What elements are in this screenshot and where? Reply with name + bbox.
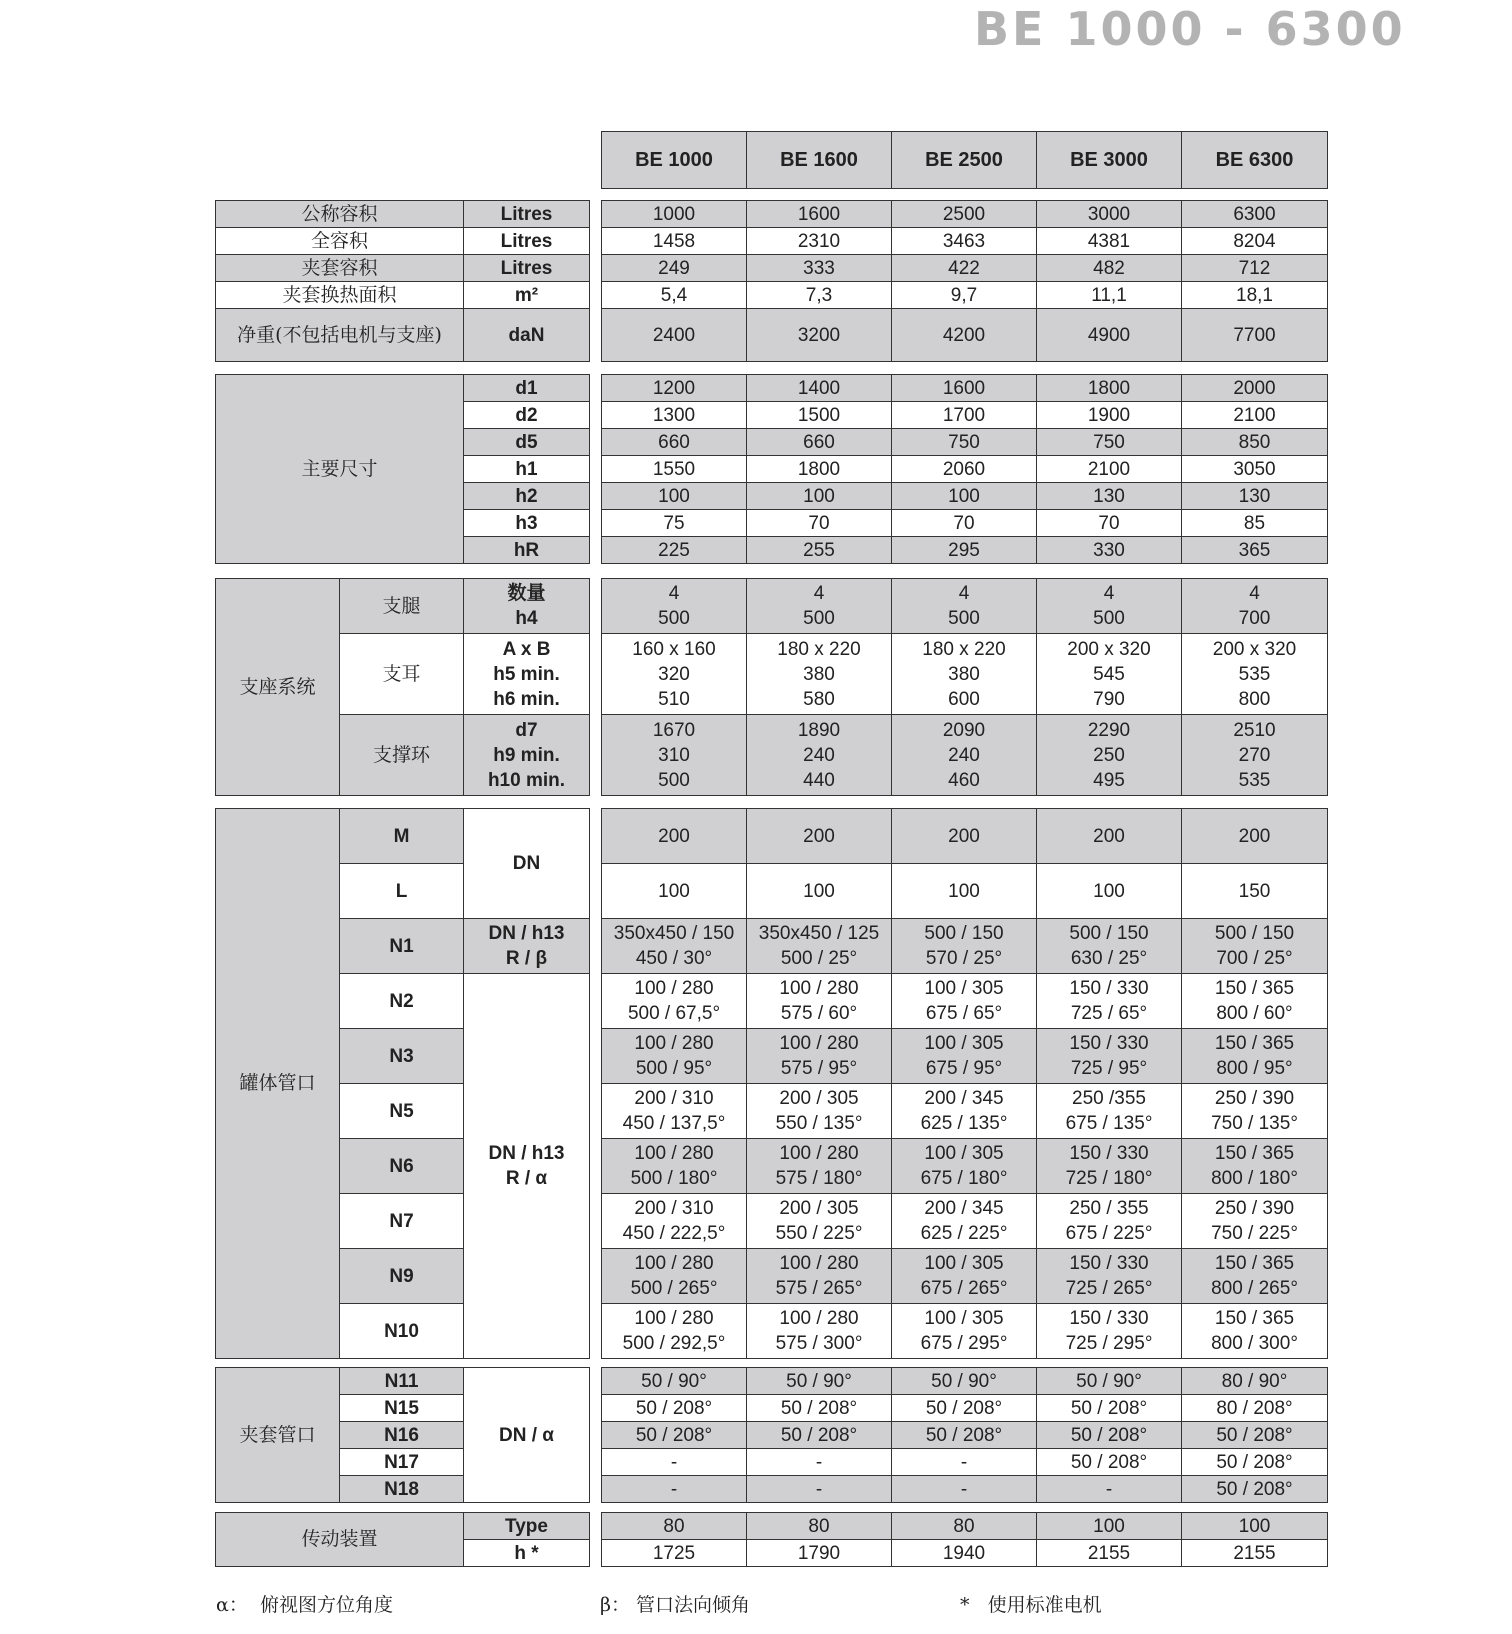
value-cell: 1000 bbox=[602, 201, 747, 228]
section-0-labels bbox=[215, 200, 590, 362]
value-cell: 365 bbox=[1182, 537, 1328, 564]
value-cell: 1500 bbox=[747, 402, 892, 429]
value-cell: 422 bbox=[892, 255, 1037, 282]
value-cell: 200 / 345 625 / 135° bbox=[892, 1084, 1037, 1139]
group-label: 传动装置 bbox=[216, 1513, 464, 1567]
unit-label: Type bbox=[464, 1513, 590, 1540]
unit-label: DN bbox=[464, 809, 590, 919]
sub-label: N3 bbox=[340, 1029, 464, 1084]
value-cell: 200 / 305 550 / 225° bbox=[747, 1194, 892, 1249]
value-cell: - bbox=[892, 1476, 1037, 1503]
value-cell: 2500 bbox=[892, 201, 1037, 228]
row-label: 净重(不包括电机与支座) bbox=[216, 309, 464, 362]
value-cell: 100 bbox=[747, 483, 892, 510]
sub-label: N17 bbox=[340, 1449, 464, 1476]
value-cell: 200 bbox=[747, 809, 892, 864]
sub-label: L bbox=[340, 864, 464, 919]
value-cell: 200 / 345 625 / 225° bbox=[892, 1194, 1037, 1249]
unit-label: Litres bbox=[464, 255, 590, 282]
value-cell: 130 bbox=[1037, 483, 1182, 510]
value-cell: 2100 bbox=[1182, 402, 1328, 429]
sub-label: N5 bbox=[340, 1084, 464, 1139]
value-cell: 150 / 330 725 / 65° bbox=[1037, 974, 1182, 1029]
value-cell: 100 / 305 675 / 295° bbox=[892, 1304, 1037, 1359]
unit-label: daN bbox=[464, 309, 590, 362]
value-cell: 500 / 150 570 / 25° bbox=[892, 919, 1037, 974]
value-cell: 80 / 90° bbox=[1182, 1368, 1328, 1395]
value-cell: 100 / 280 575 / 60° bbox=[747, 974, 892, 1029]
value-cell: 200 x 320 535 800 bbox=[1182, 634, 1328, 715]
value-cell: 150 / 330 725 / 180° bbox=[1037, 1139, 1182, 1194]
sub-label: M bbox=[340, 809, 464, 864]
value-cell: 250 / 390 750 / 135° bbox=[1182, 1084, 1328, 1139]
row-label: 夹套容积 bbox=[216, 255, 464, 282]
unit-label: Litres bbox=[464, 228, 590, 255]
value-cell: 350x450 / 125 500 / 25° bbox=[747, 919, 892, 974]
value-cell: 100 bbox=[892, 483, 1037, 510]
value-cell: 50 / 208° bbox=[602, 1395, 747, 1422]
value-cell: 100 / 305 675 / 65° bbox=[892, 974, 1037, 1029]
unit-label: h2 bbox=[464, 483, 590, 510]
value-cell: 3050 bbox=[1182, 456, 1328, 483]
value-cell: 150 / 330 725 / 295° bbox=[1037, 1304, 1182, 1359]
value-cell: 200 bbox=[1037, 809, 1182, 864]
value-cell: 80 bbox=[892, 1513, 1037, 1540]
value-cell: 2155 bbox=[1182, 1540, 1328, 1567]
value-cell: 4 500 bbox=[747, 579, 892, 634]
value-cell: 4381 bbox=[1037, 228, 1182, 255]
value-cell: 50 / 208° bbox=[1182, 1476, 1328, 1503]
value-cell: 350x450 / 150 450 / 30° bbox=[602, 919, 747, 974]
value-cell: 100 / 280 500 / 265° bbox=[602, 1249, 747, 1304]
section-3-labels bbox=[215, 808, 590, 1359]
value-cell: 50 / 208° bbox=[1182, 1449, 1328, 1476]
value-cell: 80 / 208° bbox=[1182, 1395, 1328, 1422]
value-cell: - bbox=[602, 1449, 747, 1476]
value-cell: 7,3 bbox=[747, 282, 892, 309]
value-cell: 100 / 280 575 / 180° bbox=[747, 1139, 892, 1194]
model-header-table bbox=[601, 131, 1328, 189]
value-cell: 200 / 310 450 / 137,5° bbox=[602, 1084, 747, 1139]
value-cell: 1600 bbox=[747, 201, 892, 228]
value-cell: 150 / 365 800 / 265° bbox=[1182, 1249, 1328, 1304]
value-cell: 50 / 90° bbox=[1037, 1368, 1182, 1395]
section-4-labels bbox=[215, 1367, 590, 1503]
value-cell: 8204 bbox=[1182, 228, 1328, 255]
value-cell: 100 bbox=[1182, 1513, 1328, 1540]
section-3-values bbox=[601, 808, 1328, 1359]
sub-label: N7 bbox=[340, 1194, 464, 1249]
footnote-symbol: α： bbox=[216, 1594, 248, 1616]
sub-label: N1 bbox=[340, 919, 464, 974]
section-2-labels bbox=[215, 578, 590, 796]
value-cell: 1670 310 500 bbox=[602, 715, 747, 796]
value-cell: 100 / 305 675 / 95° bbox=[892, 1029, 1037, 1084]
value-cell: - bbox=[892, 1449, 1037, 1476]
unit-label: d5 bbox=[464, 429, 590, 456]
value-cell: 9,7 bbox=[892, 282, 1037, 309]
unit-label: DN / α bbox=[464, 1368, 590, 1503]
sub-label: N11 bbox=[340, 1368, 464, 1395]
value-cell: 2510 270 535 bbox=[1182, 715, 1328, 796]
value-cell: 1800 bbox=[1037, 375, 1182, 402]
sub-label: N2 bbox=[340, 974, 464, 1029]
value-cell: 1725 bbox=[602, 1540, 747, 1567]
model-header: BE 1000 bbox=[602, 132, 747, 189]
value-cell: 482 bbox=[1037, 255, 1182, 282]
page-title: BE 1000 - 6300 bbox=[974, 2, 1406, 56]
sub-label: N10 bbox=[340, 1304, 464, 1359]
value-cell: 200 bbox=[892, 809, 1037, 864]
value-cell: 50 / 208° bbox=[1037, 1395, 1182, 1422]
value-cell: 1550 bbox=[602, 456, 747, 483]
group-label: 罐体管口 bbox=[216, 809, 340, 1359]
row-label: 全容积 bbox=[216, 228, 464, 255]
value-cell: 100 bbox=[747, 864, 892, 919]
value-cell: 160 x 160 320 510 bbox=[602, 634, 747, 715]
value-cell: 150 bbox=[1182, 864, 1328, 919]
value-cell: 2100 bbox=[1037, 456, 1182, 483]
value-cell: 100 / 280 575 / 95° bbox=[747, 1029, 892, 1084]
value-cell: 100 / 280 500 / 180° bbox=[602, 1139, 747, 1194]
sub-label: N18 bbox=[340, 1476, 464, 1503]
unit-label: hR bbox=[464, 537, 590, 564]
value-cell: 500 / 150 700 / 25° bbox=[1182, 919, 1328, 974]
value-cell: 50 / 208° bbox=[1182, 1422, 1328, 1449]
footnote-star bbox=[960, 1590, 1102, 1617]
value-cell: 200 bbox=[1182, 809, 1328, 864]
value-cell: 150 / 365 800 / 180° bbox=[1182, 1139, 1328, 1194]
value-cell: 100 bbox=[602, 483, 747, 510]
value-cell: 1600 bbox=[892, 375, 1037, 402]
value-cell: 18,1 bbox=[1182, 282, 1328, 309]
value-cell: 750 bbox=[1037, 429, 1182, 456]
value-cell: 50 / 208° bbox=[602, 1422, 747, 1449]
value-cell: 150 / 365 800 / 60° bbox=[1182, 974, 1328, 1029]
value-cell: 100 bbox=[1037, 1513, 1182, 1540]
value-cell: 50 / 90° bbox=[602, 1368, 747, 1395]
value-cell: 3000 bbox=[1037, 201, 1182, 228]
value-cell: 150 / 365 800 / 300° bbox=[1182, 1304, 1328, 1359]
value-cell: 70 bbox=[1037, 510, 1182, 537]
footnote-beta bbox=[600, 1590, 750, 1617]
value-cell: 50 / 208° bbox=[1037, 1422, 1182, 1449]
value-cell: 2400 bbox=[602, 309, 747, 362]
value-cell: 85 bbox=[1182, 510, 1328, 537]
unit-label: h * bbox=[464, 1540, 590, 1567]
value-cell: 1700 bbox=[892, 402, 1037, 429]
value-cell: - bbox=[602, 1476, 747, 1503]
value-cell: - bbox=[1037, 1476, 1182, 1503]
unit-label: d7 h9 min. h10 min. bbox=[464, 715, 590, 796]
sub-label: N15 bbox=[340, 1395, 464, 1422]
value-cell: 333 bbox=[747, 255, 892, 282]
unit-label: A x B h5 min. h6 min. bbox=[464, 634, 590, 715]
value-cell: 50 / 208° bbox=[747, 1395, 892, 1422]
value-cell: 4 500 bbox=[892, 579, 1037, 634]
sub-label: N6 bbox=[340, 1139, 464, 1194]
unit-label: DN / h13 R / β bbox=[464, 919, 590, 974]
footnote-alpha bbox=[216, 1590, 393, 1617]
value-cell: 6300 bbox=[1182, 201, 1328, 228]
section-2-values bbox=[601, 578, 1328, 796]
value-cell: 100 / 280 575 / 300° bbox=[747, 1304, 892, 1359]
value-cell: 1200 bbox=[602, 375, 747, 402]
value-cell: 150 / 330 725 / 95° bbox=[1037, 1029, 1182, 1084]
section-1-labels bbox=[215, 374, 590, 564]
value-cell: 2000 bbox=[1182, 375, 1328, 402]
value-cell: 200 bbox=[602, 809, 747, 864]
value-cell: 100 / 280 575 / 265° bbox=[747, 1249, 892, 1304]
value-cell: 3200 bbox=[747, 309, 892, 362]
value-cell: 100 / 305 675 / 265° bbox=[892, 1249, 1037, 1304]
unit-label: d2 bbox=[464, 402, 590, 429]
value-cell: 850 bbox=[1182, 429, 1328, 456]
value-cell: 180 x 220 380 600 bbox=[892, 634, 1037, 715]
value-cell: 1940 bbox=[892, 1540, 1037, 1567]
value-cell: 100 bbox=[1037, 864, 1182, 919]
value-cell: 1900 bbox=[1037, 402, 1182, 429]
value-cell: 225 bbox=[602, 537, 747, 564]
sub-label: N9 bbox=[340, 1249, 464, 1304]
value-cell: 1800 bbox=[747, 456, 892, 483]
sub-label: N16 bbox=[340, 1422, 464, 1449]
value-cell: 500 / 150 630 / 25° bbox=[1037, 919, 1182, 974]
value-cell: 100 bbox=[602, 864, 747, 919]
unit-label: DN / h13 R / α bbox=[464, 974, 590, 1359]
value-cell: 150 / 365 800 / 95° bbox=[1182, 1029, 1328, 1084]
value-cell: 4 500 bbox=[1037, 579, 1182, 634]
group-label: 夹套管口 bbox=[216, 1368, 340, 1503]
section-1-values bbox=[601, 374, 1328, 564]
value-cell: 100 / 280 500 / 67,5° bbox=[602, 974, 747, 1029]
value-cell: 100 / 280 500 / 95° bbox=[602, 1029, 747, 1084]
sub-label: 支撑环 bbox=[340, 715, 464, 796]
value-cell: 50 / 208° bbox=[892, 1422, 1037, 1449]
group-label: 支座系统 bbox=[216, 579, 340, 796]
value-cell: 4200 bbox=[892, 309, 1037, 362]
value-cell: 70 bbox=[892, 510, 1037, 537]
sub-label: 支耳 bbox=[340, 634, 464, 715]
unit-label: d1 bbox=[464, 375, 590, 402]
value-cell: 4 500 bbox=[602, 579, 747, 634]
unit-label: 数量 h4 bbox=[464, 579, 590, 634]
value-cell: 249 bbox=[602, 255, 747, 282]
model-header: BE 2500 bbox=[892, 132, 1037, 189]
value-cell: 255 bbox=[747, 537, 892, 564]
footnote-symbol: β： bbox=[600, 1594, 630, 1616]
unit-label: m² bbox=[464, 282, 590, 309]
model-header: BE 3000 bbox=[1037, 132, 1182, 189]
footnote-text: 俯视图方位角度 bbox=[259, 1594, 393, 1616]
unit-label: h3 bbox=[464, 510, 590, 537]
value-cell: 7700 bbox=[1182, 309, 1328, 362]
value-cell: 50 / 208° bbox=[892, 1395, 1037, 1422]
value-cell: 1790 bbox=[747, 1540, 892, 1567]
value-cell: 2310 bbox=[747, 228, 892, 255]
value-cell: 2090 240 460 bbox=[892, 715, 1037, 796]
sub-label: 支腿 bbox=[340, 579, 464, 634]
unit-label: h1 bbox=[464, 456, 590, 483]
value-cell: 50 / 208° bbox=[747, 1422, 892, 1449]
value-cell: 5,4 bbox=[602, 282, 747, 309]
value-cell: 130 bbox=[1182, 483, 1328, 510]
footnote-symbol: * bbox=[960, 1594, 970, 1616]
row-label: 公称容积 bbox=[216, 201, 464, 228]
row-label: 夹套换热面积 bbox=[216, 282, 464, 309]
value-cell: 3463 bbox=[892, 228, 1037, 255]
value-cell: 750 bbox=[892, 429, 1037, 456]
model-header: BE 6300 bbox=[1182, 132, 1328, 189]
value-cell: 1300 bbox=[602, 402, 747, 429]
value-cell: 2290 250 495 bbox=[1037, 715, 1182, 796]
group-label: 主要尺寸 bbox=[216, 375, 464, 564]
value-cell: 11,1 bbox=[1037, 282, 1182, 309]
value-cell: 250 / 390 750 / 225° bbox=[1182, 1194, 1328, 1249]
section-5-values bbox=[601, 1512, 1328, 1567]
value-cell: 2155 bbox=[1037, 1540, 1182, 1567]
value-cell: 80 bbox=[747, 1513, 892, 1540]
value-cell: 100 / 305 675 / 180° bbox=[892, 1139, 1037, 1194]
section-5-labels bbox=[215, 1512, 590, 1567]
value-cell: 2060 bbox=[892, 456, 1037, 483]
section-4-values bbox=[601, 1367, 1328, 1503]
value-cell: 150 / 330 725 / 265° bbox=[1037, 1249, 1182, 1304]
value-cell: - bbox=[747, 1449, 892, 1476]
value-cell: 295 bbox=[892, 537, 1037, 564]
value-cell: 50 / 90° bbox=[747, 1368, 892, 1395]
model-header: BE 1600 bbox=[747, 132, 892, 189]
value-cell: 200 / 310 450 / 222,5° bbox=[602, 1194, 747, 1249]
section-0-values bbox=[601, 200, 1328, 362]
footnote-text: 管口法向倾角 bbox=[636, 1594, 751, 1616]
value-cell: 180 x 220 380 580 bbox=[747, 634, 892, 715]
value-cell: 1890 240 440 bbox=[747, 715, 892, 796]
footnote-text: 使用标准电机 bbox=[987, 1594, 1102, 1616]
value-cell: - bbox=[747, 1476, 892, 1503]
value-cell: 330 bbox=[1037, 537, 1182, 564]
value-cell: 1400 bbox=[747, 375, 892, 402]
value-cell: 712 bbox=[1182, 255, 1328, 282]
value-cell: 4 700 bbox=[1182, 579, 1328, 634]
value-cell: 70 bbox=[747, 510, 892, 537]
value-cell: 660 bbox=[602, 429, 747, 456]
value-cell: 75 bbox=[602, 510, 747, 537]
value-cell: 4900 bbox=[1037, 309, 1182, 362]
value-cell: 80 bbox=[602, 1513, 747, 1540]
value-cell: 250 /355 675 / 135° bbox=[1037, 1084, 1182, 1139]
value-cell: 50 / 90° bbox=[892, 1368, 1037, 1395]
value-cell: 100 bbox=[892, 864, 1037, 919]
value-cell: 100 / 280 500 / 292,5° bbox=[602, 1304, 747, 1359]
value-cell: 660 bbox=[747, 429, 892, 456]
value-cell: 250 / 355 675 / 225° bbox=[1037, 1194, 1182, 1249]
value-cell: 50 / 208° bbox=[1037, 1449, 1182, 1476]
value-cell: 200 / 305 550 / 135° bbox=[747, 1084, 892, 1139]
value-cell: 200 x 320 545 790 bbox=[1037, 634, 1182, 715]
unit-label: Litres bbox=[464, 201, 590, 228]
value-cell: 1458 bbox=[602, 228, 747, 255]
